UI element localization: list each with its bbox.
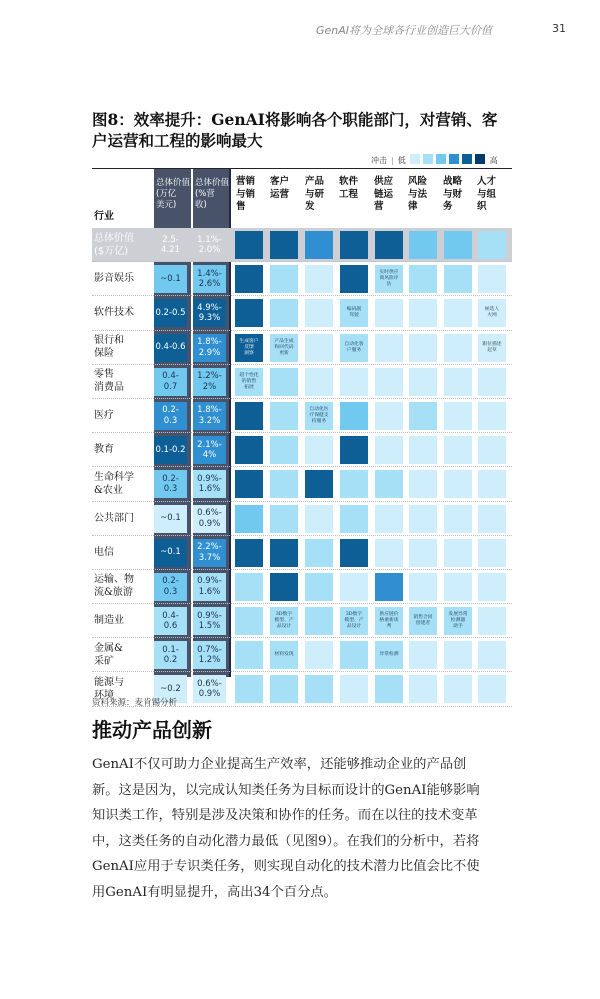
impact-cell [235,505,263,533]
impact-cell [235,299,263,327]
impact-cell [409,641,437,669]
impact-cell [235,641,263,669]
industry-row [92,467,512,501]
impact-cell [340,436,368,464]
impact-cell [270,265,298,293]
function-header: 软件 工程 [339,176,359,200]
industry-label: 电信 [94,546,114,558]
impact-cell [305,299,333,327]
impact-cell [235,607,263,635]
industry-label: 公共部门 [94,512,134,524]
impact-cell [270,539,298,567]
use-case-note: 3D数字 模型、产 品设计 [270,607,298,635]
value-pct-cell: 0.6%- 0.9% [193,505,226,533]
impact-cell [478,265,506,293]
use-case-note: 异常检测 [375,641,403,669]
impact-cell [235,265,263,293]
use-case-note: 职位描述 起草 [478,334,506,362]
value-pct-cell: 4.9%- 9.3% [193,299,226,327]
impact-cell [235,470,263,498]
industry-row [92,570,512,604]
impact-cell [478,641,506,669]
impact-cell [305,675,333,703]
industry-label: 零售 消费品 [94,369,124,394]
impact-cell [375,231,403,259]
value-usd-cell: 0.4-0.6 [154,334,187,362]
impact-cell [444,675,472,703]
impact-cell [478,505,506,533]
impact-cell [409,573,437,601]
value-pct-cell: 1.8%- 3.2% [193,402,226,430]
value-usd-cell: 0.2- 0.3 [154,470,187,498]
impact-cell [478,675,506,703]
industry-row [92,399,512,433]
impact-cell [409,231,437,259]
impact-cell [478,573,506,601]
impact-cell [340,675,368,703]
impact-cell [375,675,403,703]
scale-low-label: 低 [397,155,406,165]
scale-swatch [462,154,472,164]
body-paragraph [92,752,520,905]
scale-swatch [436,154,446,164]
use-case-note: 发展异常 检测器 助手 [444,607,472,635]
impact-cell [340,402,368,430]
impact-cell [305,607,333,635]
impact-cell [270,436,298,464]
use-case-note: 材料发现 [270,641,298,669]
value-usd-cell: ~0.1 [154,539,187,567]
scale-swatch [449,154,459,164]
paragraph-line: 知识类工作，特别是涉及决策和协作的任务。而在以往的技术变革 [92,808,478,823]
impact-cell [340,231,368,259]
impact-cell [444,573,472,601]
value-pct-cell: 0.9%- 1.6% [193,470,226,498]
figure-title: 图8：效率提升：GenAI将影响各个职能部门，对营销、客户运营和工程的影响最大 [92,110,498,150]
impact-cell [375,368,403,396]
use-case-note: 销售合同 创建者 [409,607,437,635]
running-header-title: GenAI将为全球各行业创造巨大价值 [316,24,493,37]
impact-cell [235,402,263,430]
impact-cell [270,402,298,430]
page-number: 31 [552,22,566,35]
impact-cell [340,505,368,533]
impact-cell [235,573,263,601]
impact-cell [409,334,437,362]
value-usd-cell: ~0.1 [154,505,187,533]
impact-cell [375,334,403,362]
value-usd-cell: 2.5- 4.21 [161,234,180,255]
industry-row [92,365,512,399]
impact-cell [270,231,298,259]
scale-separator: | [391,155,394,165]
impact-cell [478,607,506,635]
scale-swatch [410,154,420,164]
paragraph-line: GenAI应用于专识类任务，则实现自动化的技术潜力比值会比不使 [92,859,480,874]
industry-label: 总体价值 ($万亿) [94,232,134,257]
industry-label: 影音娱乐 [94,273,134,285]
function-header: 供应 链运 营 [374,176,394,212]
scale-high-label: 高 [489,155,498,165]
impact-cell [478,436,506,464]
impact-cell [444,470,472,498]
impact-cell [444,265,472,293]
impact-cell [340,641,368,669]
impact-cell [235,436,263,464]
industry-label: 软件技术 [94,307,134,319]
value-usd-cell: ~0.2 [154,675,187,703]
paragraph-line: GenAI不仅可助力企业提高生产效率，还能够推动企业的产品创 [92,757,467,772]
use-case-note: 实时供应 商风险评 估 [375,265,403,293]
industry-column-header: 行业 [94,211,114,222]
value-pct-cell: 0.9%- 1.5% [193,607,226,635]
impact-cell [270,573,298,601]
value-pct-cell: 0.6%- 0.9% [193,675,226,703]
impact-cell [305,334,333,362]
impact-cell [305,505,333,533]
impact-cell [409,539,437,567]
industry-label: 教育 [94,444,114,456]
function-header: 营销 与销 售 [236,176,256,212]
impact-cell [305,368,333,396]
value-usd-cell: 0.2-0.5 [154,299,187,327]
value-usd-cell: 0.2- 0.3 [154,402,187,430]
industry-label: 能源与 环境 [94,677,124,702]
value-pct-cell: 1.8%- 2.9% [193,334,226,362]
impact-cell [340,573,368,601]
total-value-row [92,228,512,262]
industry-row [92,536,512,570]
impact-cell [375,505,403,533]
impact-cell [375,436,403,464]
value-usd-cell: ~0.1 [154,265,187,293]
scale-swatch [423,154,433,164]
impact-cell [375,402,403,430]
industry-label: 运输、物 流&旅游 [94,574,134,599]
impact-cell [375,470,403,498]
value-pct-header: 总体价值 (%营 收) [195,178,230,210]
impact-cell [444,231,472,259]
use-case-note: 产品生成 和回代码 更新 [270,334,298,362]
figure-source: 资料来源：麦肯锡分析 [92,698,178,708]
impact-cell [375,539,403,567]
paragraph-line: 新。这是因为，以完成认知类任务为目标而设计的GenAI能够影响 [92,782,480,798]
value-usd-cell: 0.4- 0.7 [154,368,187,396]
impact-cell [305,436,333,464]
impact-cell [444,368,472,396]
value-usd-cell: 0.1- 0.2 [154,641,187,669]
heatmap-table [92,228,512,707]
impact-cell [409,436,437,464]
impact-cell [375,573,403,601]
industry-row [92,604,512,638]
industry-row [92,433,512,467]
impact-cell [444,641,472,669]
industry-row [92,296,512,330]
value-usd-cell: 0.4- 0.6 [154,607,187,635]
industry-label: 银行和 保险 [94,335,124,360]
use-case-note: 自动化医 疗保健支 持服务 [305,402,333,430]
use-case-note: 候选人 火网 [478,299,506,327]
function-header: 战略 与财 务 [443,176,463,212]
impact-cell [444,402,472,430]
impact-cell [305,539,333,567]
function-header: 风险 与法 律 [408,176,428,212]
value-usd-cell: 0.1-0.2 [154,436,187,464]
impact-cell [270,299,298,327]
industry-row [92,331,512,365]
impact-cell [340,368,368,396]
function-header: 产品 与研 发 [305,176,325,212]
value-pct-cell: 1.1%- 2.0% [197,234,222,255]
industry-row [92,638,512,672]
impact-cell [305,641,333,669]
impact-cell [340,470,368,498]
impact-cell [478,470,506,498]
impact-cell [409,402,437,430]
impact-cell [340,539,368,567]
use-case-note: 编码副 驾驶 [340,299,368,327]
value-pct-cell: 2.1%- 4% [193,436,226,464]
impact-cell [444,334,472,362]
scale-swatches [406,154,488,166]
impact-cell [375,299,403,327]
impact-cell [478,368,506,396]
industry-label: 制造业 [94,615,124,627]
value-pct-cell: 1.4%- 2.6% [193,265,226,293]
function-header: 人才 与组 织 [477,176,497,212]
impact-cell [409,368,437,396]
value-usd-cell: 0.2- 0.3 [154,573,187,601]
impact-cell [444,539,472,567]
industry-label: 医疗 [94,410,114,422]
value-pct-cell: 1.2%- 2% [193,368,226,396]
use-case-note: 超个性化 的销售 拓展 [235,368,263,396]
impact-cell [444,299,472,327]
value-usd-header: 总体价值 (万亿 美元) [156,178,191,210]
impact-cell [305,231,333,259]
use-case-note: 自动化客 户服务 [340,334,368,362]
impact-cell [270,368,298,396]
impact-cell [305,573,333,601]
impact-cell [478,402,506,430]
impact-cell [270,470,298,498]
value-pct-cell: 0.9%- 1.6% [193,573,226,601]
impact-cell [444,505,472,533]
scale-label: 冲击 [371,155,387,165]
impact-cell [305,470,333,498]
impact-cell [340,265,368,293]
impact-cell [409,299,437,327]
industry-row [92,502,512,536]
impact-cell [478,539,506,567]
value-pct-cell: 2.2%- 3.7% [193,539,226,567]
impact-cell [305,265,333,293]
value-pct-cell: 0.7%- 1.2% [193,641,226,669]
impact-scale-legend [371,153,498,167]
use-case-note: 生成客户 反馈 洞察 [235,334,263,362]
impact-cell [444,436,472,464]
function-header: 客户 运营 [270,176,290,200]
impact-cell [235,539,263,567]
industry-label: 金属& 采矿 [94,642,123,667]
industry-row [92,262,512,296]
paragraph-line: 中，这类任务的自动化潜力最低（见图9）。在我们的分析中，若将 [92,833,480,849]
impact-cell [409,675,437,703]
impact-cell [478,231,506,259]
section-title: 推动产品创新 [92,718,212,742]
impact-cell [235,675,263,703]
use-case-note: 供应链价 格重新谈 判 [375,607,403,635]
impact-cell [409,265,437,293]
impact-cell [409,505,437,533]
impact-cell [270,675,298,703]
scale-swatch [475,154,485,164]
paragraph-line: 用GenAI有明显提升，高出34个百分点。 [92,884,337,900]
impact-cell [409,470,437,498]
use-case-note: 3D数字 模型、产 品设计 [340,607,368,635]
impact-cell [270,505,298,533]
impact-cell [235,231,263,259]
industry-label: 生命科学 &农业 [94,471,134,496]
